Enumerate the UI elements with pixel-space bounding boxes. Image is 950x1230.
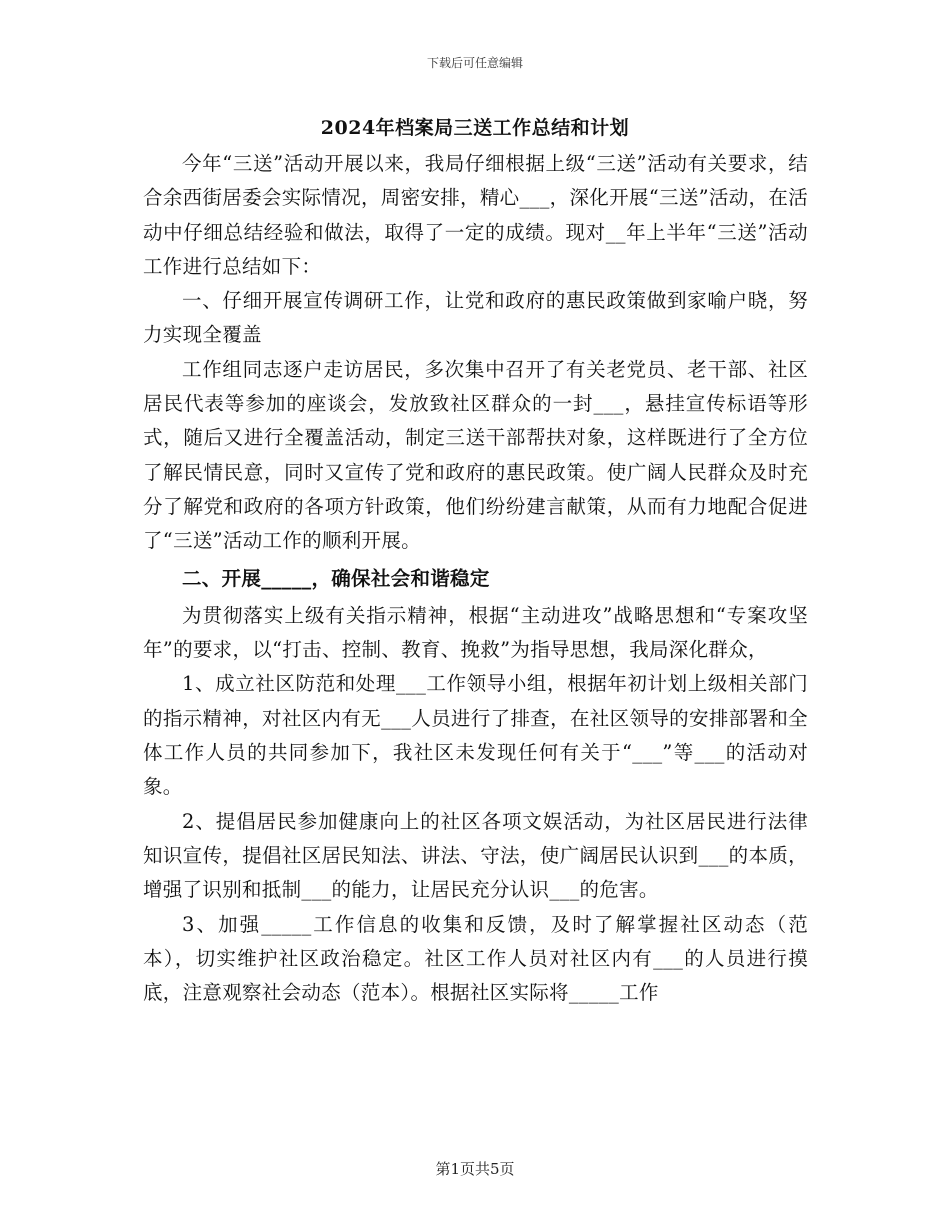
paragraph-section-2-intro: 为贯彻落实上级有关指示精神，根据“主动进攻”战略思想和“专案攻坚年”的要求，以“打击、控制、教育、挽救”为指导思想，我局深化群众， (143, 603, 808, 662)
paragraph-item-2: 2、提倡居民参加健康向上的社区各项文娱活动，为社区居民进行法律知识宣传，提倡社区居民知法、讲法、守法，使广阔居民认识到___的本质，增强了识别和抵制___的能力，让居民充分认识___的危害。 (143, 809, 808, 902)
page-title: 2024年档案局三送工作总结和计划 (320, 117, 630, 139)
paragraph-section-1-heading: 一、仔细开展宣传调研工作，让党和政府的惠民政策做到家喻户晓，努力实现全覆盖 (143, 289, 808, 347)
page-number: 第1页共5页 (435, 1160, 515, 1178)
paragraph-section-2-heading: 二、开展_____，确保社会和谐稳定 (182, 566, 490, 590)
paragraph-section-1-body: 工作组同志逐户走访居民，多次集中召开了有关老党员、老干部、社区居民代表等参加的座谈会，发放致社区群众的一封___，悬挂宣传标语等形式，随后又进行全覆盖活动，制定三送干部帮扶对象，这样既进行了全方位了解民情民意，同时又宣传了党和政府的惠民政策。使广阔人民群众及时充分了解党和政府的各项方针政策，他们纷纷建言献策，从而有力地配合促进了“三送”活动工作的顺利开展。 (143, 357, 808, 553)
header-note: 下载后可任意编辑 (426, 56, 523, 70)
paragraph-intro: 今年“三送”活动开展以来，我局仔细根据上级“三送”活动有关要求，结合余西街居委会实际情况，周密安排，精心___，深化开展“三送”活动，在活动中仔细总结经验和做法，取得了一定的成绩。现对__年上半年“三送”活动工作进行总结如下： (143, 152, 808, 278)
paragraph-item-1: 1、成立社区防范和处理___工作领导小组，根据年初计划上级相关部门的指示精神，对社区内有无___人员进行了排查，在社区领导的安排部署和全体工作人员的共同参加下，我社区未发现任何有关于“___”等___的活动对象。 (143, 672, 808, 799)
document-body (143, 147, 808, 1010)
paragraph-item-3: 3、加强_____工作信息的收集和反馈，及时了解掌握社区动态（范本），切实维护社区政治稳定。社区工作人员对社区内有___的人员进行摸底，注意观察社会动态（范本）。根据社区实际将_____工作 (143, 912, 808, 1005)
